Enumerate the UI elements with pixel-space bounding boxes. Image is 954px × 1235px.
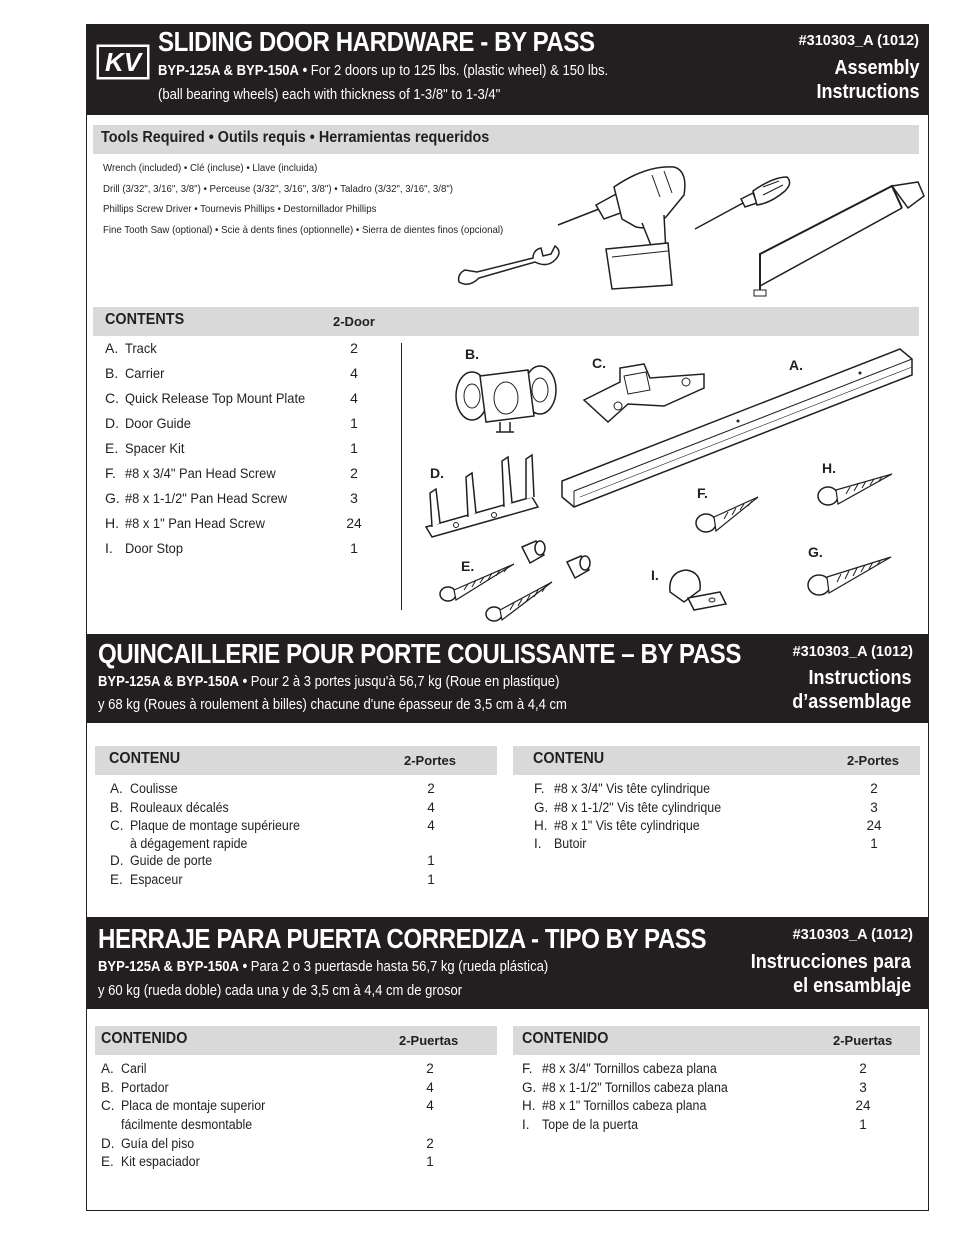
contenido-heading-bar-left [95,1026,497,1055]
contenido-qty-header: 2-Puertas [399,1033,459,1048]
item-qty: 2 [426,1061,434,1076]
tools-heading: Tools Required • Outils requis • Herramientas requeridos [101,129,490,146]
header-fr-desc-line1: BYP-125A & BYP-150A • Pour 2 à 3 portes jusqu'à 56,7 kg (Roue en plastique) [98,674,560,690]
section-title-fr: QUINCAILLERIE POUR PORTE COULISSANTE – BY PASS [98,638,741,669]
item-name: Guide de porte [130,853,213,868]
doc-number: #310303_A (1012) [798,33,919,49]
item-qty: 1 [350,415,358,431]
header-fr [86,634,929,723]
item-qty: 2 [859,1061,867,1076]
item-name: fácilmente desmontable [121,1117,253,1132]
item-name: Espaceur [130,872,183,887]
page-title: SLIDING DOOR HARDWARE - BY PASS [158,26,595,57]
header-desc1: For 2 doors up to 125 lbs. (plastic wheel) & 150 lbs. [310,63,609,79]
item-name: Kit espaciador [121,1154,200,1169]
contents-qty-header: 2-Door [333,314,375,329]
tools-list [103,158,538,240]
contenu-qty-header: 2-Portes [404,753,457,768]
part-label-g: G. [808,544,823,560]
contenu-heading-bar-left [95,746,497,775]
spacer-icon [563,552,593,582]
tools-heading-bar [93,125,919,154]
carrier-icon [450,362,560,442]
item-letter: C. [101,1098,115,1113]
item-letter: C. [110,818,124,833]
screw-icon [694,493,764,538]
item-name: Track [125,340,157,356]
item-qty: 2 [350,465,358,481]
contents-heading-bar [93,307,919,336]
doc-type-es-line2: el ensamblaje [792,975,911,997]
item-qty: 4 [350,390,358,406]
door-guide-icon [422,453,547,538]
item-qty: 1 [859,1117,867,1132]
item-qty: 2 [350,340,358,356]
item-name: Quick Release Top Mount Plate [125,390,306,406]
part-label-h: H. [822,460,836,476]
part-label-f: F. [697,485,708,501]
tool-item: Phillips Screw Driver • Tournevis Phillips • Destornillador Phillips [103,203,377,215]
item-letter: I. [522,1117,530,1132]
item-qty: 2 [426,1136,434,1151]
item-qty: 1 [350,540,358,556]
part-label-a: A. [789,357,803,373]
item-qty: 1 [350,440,358,456]
item-qty: 2 [870,781,878,796]
item-letter: F. [534,781,545,796]
contenido-heading: CONTENIDO [522,1030,609,1047]
item-letter: G. [534,800,549,815]
model-numbers: BYP-125A & BYP-150A [98,674,239,690]
item-letter: B. [101,1080,114,1095]
contenido-heading-bar-right [513,1026,920,1055]
part-label-d: D. [430,465,444,481]
item-name: Spacer Kit [125,440,185,456]
item-qty: 3 [870,800,878,815]
item-name: Caril [121,1061,147,1076]
doc-number-es: #310303_A (1012) [792,927,913,943]
model-numbers: BYP-125A & BYP-150A [98,959,239,975]
item-qty: 24 [346,515,362,531]
item-name: #8 x 1" Pan Head Screw [125,515,265,531]
item-letter: I. [534,836,542,851]
spacer-icon [518,537,548,567]
item-letter: C. [105,390,119,406]
item-letter: A. [110,781,123,796]
item-qty: 3 [859,1080,867,1095]
door-stop-icon [664,568,730,613]
svg-text:KV: KV [104,47,142,77]
header-es-desc-line1: BYP-125A & BYP-150A • Para 2 o 3 puertasde hasta 56,7 kg (rueda plástica) [98,959,549,975]
part-label-c: C. [592,355,606,371]
contenu-heading: CONTENU [109,750,181,767]
item-name: Rouleaux décalés [130,800,229,815]
part-label-b: B. [465,346,479,362]
item-qty: 4 [427,800,435,815]
doc-type-fr-line2: d’assemblage [791,691,911,713]
tool-item: Drill (3/32", 3/16", 3/8") • Perceuse (3/32", 3/16", 3/8") • Taladro (3/32", 3/16", 3/8") [103,182,453,195]
screw-icon [805,555,895,600]
item-letter: D. [101,1136,115,1151]
part-label-e: E. [461,558,475,574]
item-letter: F. [105,465,116,481]
screw-icon [816,470,896,510]
item-letter: E. [101,1154,114,1169]
item-letter: I. [105,540,113,556]
item-qty: 1 [427,853,435,868]
item-qty: 1 [870,836,878,851]
contenu-heading: CONTENU [533,750,605,767]
item-letter: F. [522,1061,533,1076]
item-name: #8 x 1" Vis tête cylindrique [554,818,700,833]
item-name: Placa de montaje superior [121,1098,266,1113]
header-es-desc1: Para 2 o 3 puertasde hasta 56,7 kg (rueda plástica) [250,959,549,975]
header-es [86,917,929,1009]
item-name: Coulisse [130,781,178,796]
item-name: Door Guide [125,415,191,431]
item-name: #8 x 3/4" Vis tête cylindrique [554,781,711,796]
item-name: #8 x 1-1/2" Pan Head Screw [125,490,288,506]
doc-type-line2: Instructions [815,81,919,103]
item-letter: B. [105,365,119,381]
divider [401,343,402,610]
doc-type-line1: Assembly [833,57,919,79]
item-letter: G. [522,1080,537,1095]
item-name: Guía del piso [121,1136,195,1151]
item-name: Butoir [554,836,587,851]
contenido-qty-header: 2-Puertas [833,1033,893,1048]
item-qty: 4 [426,1080,434,1095]
item-qty: 1 [426,1154,434,1169]
doc-number-fr: #310303_A (1012) [792,644,913,660]
screw-icon [484,578,556,626]
section-title-es: HERRAJE PARA PUERTA CORREDIZA - TIPO BY PASS [98,923,707,954]
item-qty: 3 [350,490,358,506]
item-qty: 24 [866,818,882,833]
doc-type-es-line1: Instrucciones para [750,951,911,973]
header-desc-line1: BYP-125A & BYP-150A • For 2 doors up to 125 lbs. (plastic wheel) & 150 lbs. [158,63,609,79]
item-qty: 4 [427,818,435,833]
item-name: Plaque de montage supérieure [130,818,300,833]
item-letter: D. [110,853,124,868]
item-letter: E. [105,440,119,456]
item-qty: 4 [426,1098,434,1113]
item-qty: 2 [427,781,435,796]
header-es-desc2: y 60 kg (rueda doble) cada una y de 3,5 cm à 4,4 cm de grosor [98,983,463,999]
model-numbers: BYP-125A & BYP-150A [158,63,299,79]
item-letter: E. [110,872,123,887]
doc-type-fr-line1: Instructions [807,667,911,689]
wrench-icon [455,244,565,289]
item-name: #8 x 3/4" Tornillos cabeza plana [542,1061,717,1076]
header-fr-desc2: y 68 kg (Roues à roulement à billes) chacune d'une épasseur de 3,5 cm à 4,4 cm [98,697,567,713]
item-name: Portador [121,1080,169,1095]
item-name: #8 x 3/4" Pan Head Screw [125,465,276,481]
contents-heading: CONTENTS [105,311,185,328]
hacksaw-icon [752,178,927,298]
part-label-i: I. [651,567,659,583]
item-name: Tope de la puerta [542,1117,638,1132]
item-name: #8 x 1-1/2" Vis tête cylindrique [554,800,722,815]
kv-logo [96,44,150,80]
contenu-qty-header: 2-Portes [847,753,900,768]
item-qty: 4 [350,365,358,381]
item-name: Carrier [125,365,165,381]
item-letter: G. [105,490,120,506]
item-letter: H. [534,818,548,833]
item-letter: H. [522,1098,536,1113]
header-fr-desc1: Pour 2 à 3 portes jusqu'à 56,7 kg (Roue en plastique) [250,674,560,690]
item-name: #8 x 1" Tornillos cabeza plana [542,1098,707,1113]
item-letter: H. [105,515,119,531]
drill-icon [556,157,696,292]
item-letter: A. [105,340,119,356]
tool-item: Fine Tooth Saw (optional) • Scie à dents fines (optionnelle) • Sierra de dientes finos (opcional) [103,223,504,236]
item-letter: D. [105,415,119,431]
contenu-heading-bar-right [513,746,920,775]
header-desc2: (ball bearing wheels) each with thickness of 1-3/8" to 1-3/4" [158,87,501,103]
item-letter: A. [101,1061,114,1076]
contenido-heading: CONTENIDO [101,1030,188,1047]
item-letter: B. [110,800,123,815]
item-qty: 1 [427,872,435,887]
item-name: à dégagement rapide [130,836,248,851]
item-name: #8 x 1-1/2" Tornillos cabeza plana [542,1080,728,1095]
item-name: Door Stop [125,540,184,556]
item-qty: 24 [855,1098,871,1113]
header-en [86,24,929,115]
tool-item: Wrench (included) • Clé (incluse) • Llave (incluida) [103,162,318,174]
